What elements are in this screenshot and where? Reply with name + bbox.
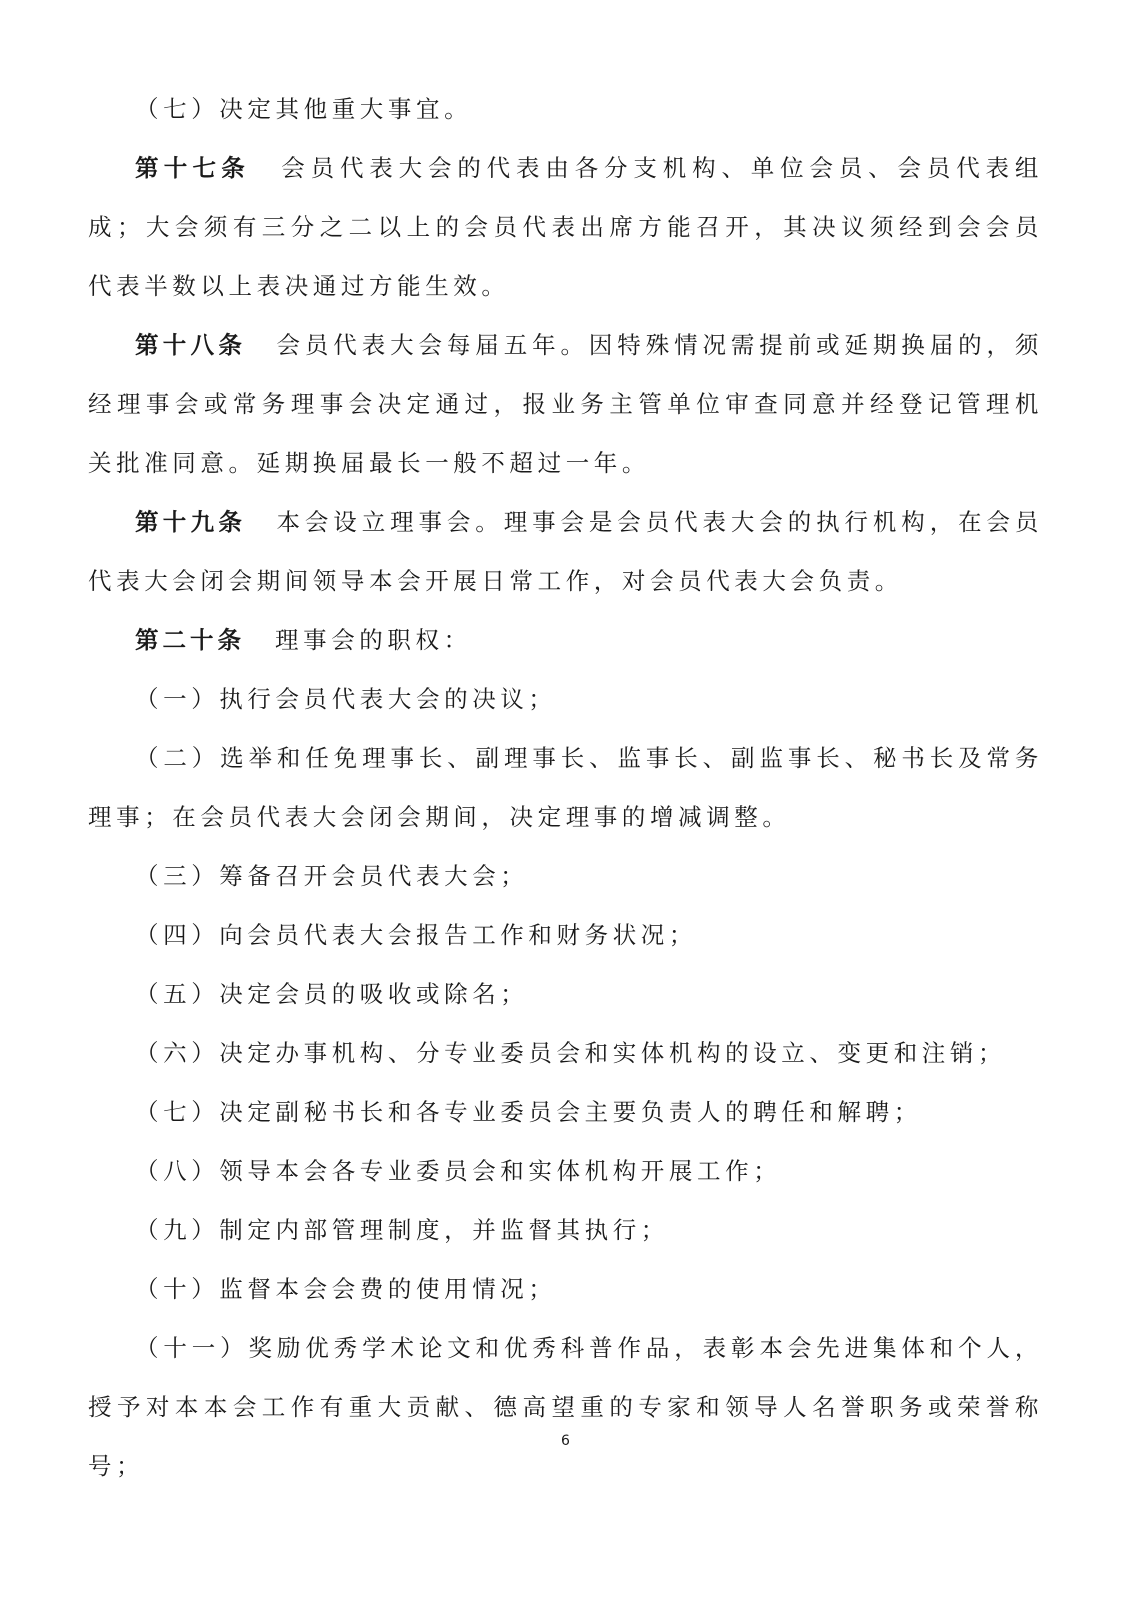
article-heading: 第十八条: [135, 331, 247, 359]
paragraph-text: 会员代表大会每届五年。因特殊情况需提前或延期换届的，须经理事会或常务理事会决定通过，报业务主管单位审查同意并经登记管理机关批准同意。延期换届最长一般不超过一年。: [88, 331, 1043, 477]
power-item-3: [88, 847, 1043, 906]
paragraph-text: 本会设立理事会。理事会是会员代表大会的执行机构，在会员代表大会闭会期间领导本会开展日常工作，对会员代表大会负责。: [88, 508, 1043, 595]
paragraph-text: （八）领导本会各专业委员会和实体机构开展工作；: [135, 1157, 782, 1185]
power-item-8: [88, 1142, 1043, 1201]
document-body: [88, 80, 1043, 1496]
paragraph-text: （一）执行会员代表大会的决议；: [135, 685, 557, 713]
article-20: [88, 611, 1043, 670]
power-item-11: [88, 1319, 1043, 1496]
paragraph-text: 会员代表大会的代表由各分支机构、单位会员、会员代表组成；大会须有三分之二以上的会员代表出席方能召开，其决议须经到会会员代表半数以上表决通过方能生效。: [88, 154, 1044, 300]
paragraph-text: （七）决定其他重大事宜。: [135, 95, 473, 123]
item-7-other-matters: [88, 80, 1043, 139]
power-item-1: [88, 670, 1043, 729]
paragraph-text: （二）选举和任免理事长、副理事长、监事长、副监事长、秘书长及常务理事；在会员代表大会闭会期间，决定理事的增减调整。: [88, 744, 1043, 831]
paragraph-text: 理事会的职权：: [275, 626, 472, 654]
paragraph-text: （四）向会员代表大会报告工作和财务状况；: [135, 921, 697, 949]
power-item-6: [88, 1024, 1043, 1083]
article-heading: 第二十条: [135, 626, 245, 654]
paragraph-text: （十一）奖励优秀学术论文和优秀科普作品，表彰本会先进集体和个人，授予对本本会工作有重大贡献、德高望重的专家和领导人名誉职务或荣誉称号；: [88, 1334, 1043, 1480]
paragraph-text: （九）制定内部管理制度，并监督其执行；: [135, 1216, 669, 1244]
article-19: [88, 493, 1043, 611]
article-heading: 第十七条: [135, 154, 250, 182]
paragraph-text: （七）决定副秘书长和各专业委员会主要负责人的聘任和解聘；: [135, 1098, 922, 1126]
article-heading: 第十九条: [135, 508, 247, 536]
paragraph-text: （三）筹备召开会员代表大会；: [135, 862, 529, 890]
paragraph-text: （六）决定办事机构、分专业委员会和实体机构的设立、变更和注销；: [135, 1039, 1007, 1067]
article-17: [88, 139, 1043, 316]
power-item-4: [88, 906, 1043, 965]
paragraph-text: （五）决定会员的吸收或除名；: [135, 980, 529, 1008]
power-item-2: [88, 729, 1043, 847]
power-item-9: [88, 1201, 1043, 1260]
paragraph-text: （十）监督本会会费的使用情况；: [135, 1275, 557, 1303]
page-number: 6: [561, 1433, 570, 1449]
article-18: [88, 316, 1043, 493]
power-item-7: [88, 1083, 1043, 1142]
power-item-5: [88, 965, 1043, 1024]
power-item-10: [88, 1260, 1043, 1319]
